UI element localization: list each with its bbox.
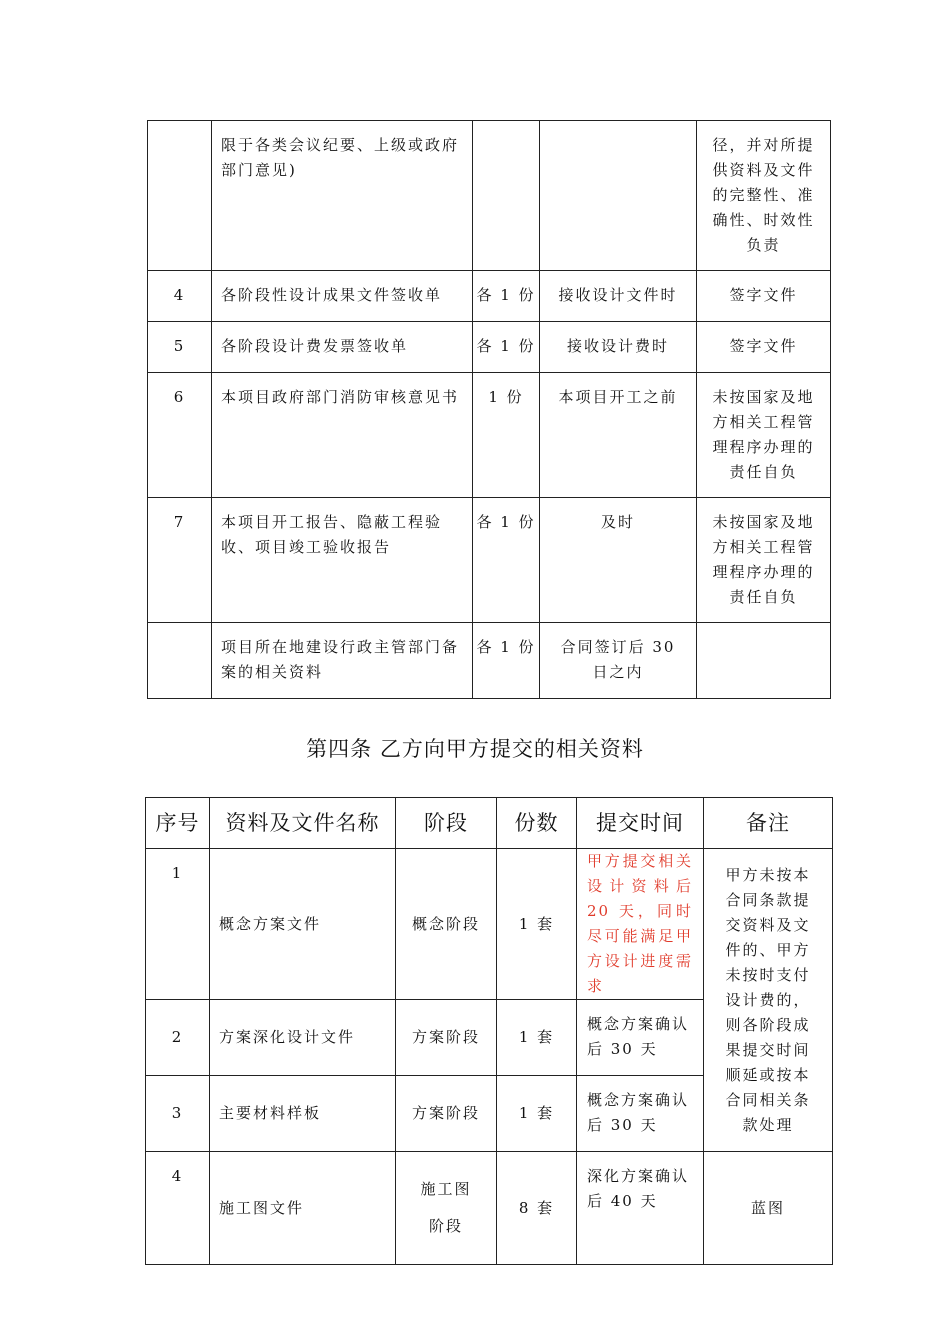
quantity: 1 份 <box>473 373 540 498</box>
row-number <box>148 623 212 699</box>
row-number: 3 <box>146 1076 210 1152</box>
row-number <box>148 121 212 271</box>
row-number: 6 <box>148 373 212 498</box>
row-number: 2 <box>146 1000 210 1076</box>
submit-time: 概念方案确认后 30 天 <box>577 1076 704 1152</box>
submit-time: 深化方案确认后 40 天 <box>577 1152 704 1265</box>
table-row <box>146 849 833 1000</box>
submit-time: 接收设计费时 <box>540 322 697 373</box>
header-submit-time: 提交时间 <box>577 798 704 849</box>
submit-time <box>540 121 697 271</box>
document-name: 主要材料样板 <box>210 1076 396 1152</box>
document-name: 方案深化设计文件 <box>210 1000 396 1076</box>
document-name: 施工图文件 <box>210 1152 396 1265</box>
stage: 概念阶段 <box>396 849 497 1000</box>
document-name: 限于各类会议纪要、上级或政府部门意见) <box>212 121 473 271</box>
remark: 径，并对所提供资料及文件的完整性、准确性、时效性负责 <box>697 121 831 271</box>
table-row <box>148 271 831 322</box>
document-name: 概念方案文件 <box>210 849 396 1000</box>
quantity: 1 套 <box>497 849 577 1000</box>
quantity: 各 1 份 <box>473 623 540 699</box>
document-name: 各阶段性设计成果文件签收单 <box>212 271 473 322</box>
remark <box>697 623 831 699</box>
deliverables-table <box>145 797 833 1265</box>
quantity: 各 1 份 <box>473 498 540 623</box>
requirements-table-continued <box>147 120 831 699</box>
remark: 未按国家及地方相关工程管理程序办理的责任自负 <box>697 498 831 623</box>
document-name: 项目所在地建设行政主管部门备案的相关资料 <box>212 623 473 699</box>
header-document-name: 资料及文件名称 <box>210 798 396 849</box>
section-title: 第四条 乙方向甲方提交的相关资料 <box>306 737 644 761</box>
remark: 蓝图 <box>704 1152 833 1265</box>
quantity: 1 套 <box>497 1000 577 1076</box>
document-name: 本项目开工报告、隐蔽工程验收、项目竣工验收报告 <box>212 498 473 623</box>
submit-time: 本项目开工之前 <box>540 373 697 498</box>
table-row <box>148 322 831 373</box>
submit-time: 接收设计文件时 <box>540 271 697 322</box>
remark: 签字文件 <box>697 271 831 322</box>
remark: 签字文件 <box>697 322 831 373</box>
quantity: 各 1 份 <box>473 271 540 322</box>
row-number: 1 <box>146 849 210 1000</box>
merged-remark: 甲方未按本合同条款提交资料及文件的、甲方未按时支付设计费的，则各阶段成果提交时间顺延或按本合同相关条款处理 <box>704 849 833 1152</box>
quantity: 各 1 份 <box>473 322 540 373</box>
document-name: 本项目政府部门消防审核意见书 <box>212 373 473 498</box>
table-header-row <box>146 798 833 849</box>
table-row <box>148 121 831 271</box>
remark: 未按国家及地方相关工程管理程序办理的责任自负 <box>697 373 831 498</box>
header-quantity: 份数 <box>497 798 577 849</box>
submit-time: 合同签订后 30 日之内 <box>540 623 697 699</box>
row-number: 4 <box>146 1152 210 1265</box>
table-row <box>146 1152 833 1265</box>
quantity: 8 套 <box>497 1152 577 1265</box>
row-number: 5 <box>148 322 212 373</box>
table-row <box>148 373 831 498</box>
stage: 方案阶段 <box>396 1076 497 1152</box>
header-number: 序号 <box>146 798 210 849</box>
row-number: 4 <box>148 271 212 322</box>
table-row <box>148 498 831 623</box>
stage: 方案阶段 <box>396 1000 497 1076</box>
row-number: 7 <box>148 498 212 623</box>
document-name: 各阶段设计费发票签收单 <box>212 322 473 373</box>
table-row <box>148 623 831 699</box>
submit-time-highlighted: 甲方提交相关设计资料后 20 天，同时尽可能满足甲方设计进度需求 <box>577 849 704 1000</box>
header-remark: 备注 <box>704 798 833 849</box>
quantity <box>473 121 540 271</box>
quantity: 1 套 <box>497 1076 577 1152</box>
header-stage: 阶段 <box>396 798 497 849</box>
submit-time: 及时 <box>540 498 697 623</box>
stage: 施工图阶段 <box>396 1152 497 1265</box>
submit-time: 概念方案确认后 30 天 <box>577 1000 704 1076</box>
